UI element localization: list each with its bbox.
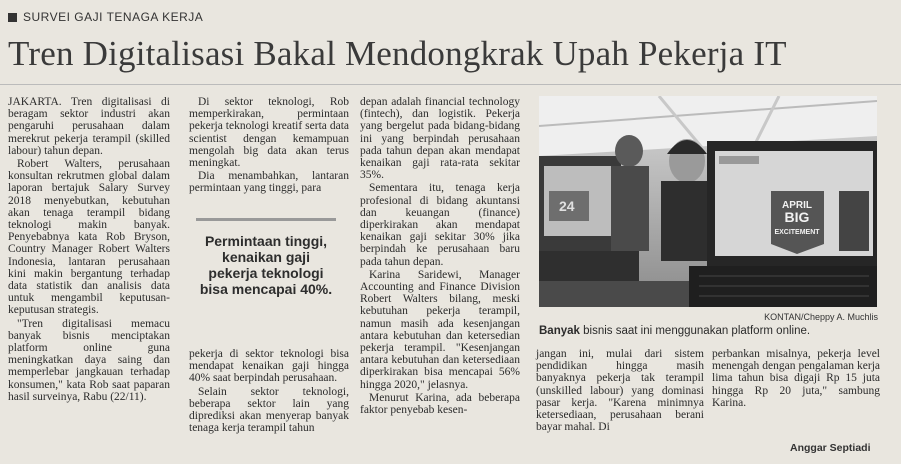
paragraph: jangan ini, mulai dari sistem pendidikan hingga masih banyaknya pekerja tak terampil (unskilled labour) yang dominasi pasar kerja. "Karena minimnya ketersediaan, perusahaan berani bayar mahal. Di	[536, 348, 704, 434]
paragraph: depan adalah financial technology (fintech), dan logistik. Pekerja yang bergelut pada bidang-bidang ini yang berpindah perusahaan pada tahun depan akan mendapat kenaikan gaji rata-rata sekitar 35%.	[360, 96, 520, 182]
section-kicker	[8, 10, 203, 24]
paragraph: Sementara itu, tenaga kerja profesional di bidang akuntansi dan keuangan (finance) diperkirakan akan mendapat kenaikan gaji sekitar 30% jika berpindah ke perusahaan baru pada tahun depan.	[360, 182, 520, 268]
byline: Anggar Septiadi	[790, 442, 871, 454]
paragraph: "Tren digitalisasi memacu banyak bisnis menciptakan platform online guna meningkatkan daya saing dan memperlebar jangkauan terhadap konsumen," kata Rob saat paparan hasil surveinya, Rabu (22/11).	[8, 317, 170, 403]
column-2-top	[189, 96, 349, 196]
news-photo	[539, 96, 877, 307]
pull-quote: Permintaan tinggi, kenaikan gaji pekerja teknologi bisa mencapai 40%.	[196, 218, 336, 297]
svg-text:BIG: BIG	[784, 209, 810, 225]
screen-small-text: 24	[559, 198, 575, 214]
column-3	[360, 96, 520, 417]
column-5	[712, 348, 880, 410]
paragraph: Di sektor teknologi, Rob memperkirakan, permintaan pekerja teknologi kreatif serta data scientist dengan kemampuan mengolah big data akan terus meningkat.	[189, 96, 349, 170]
paragraph: Robert Walters, perusahaan konsultan rekrutmen global dalam laporan bertajuk Salary Survey 2018 menyebutkan, kebutuhan akan tenaga terampil bidang teknologi makin banyak. Penyebabnya kata Rob Bryson, Country Manager Robert Walters Indonesia, lantaran perusahaan kini makin bergantung terhadap data statistik dan analisis data untuk mengambil keputusan-keputusan strategis.	[8, 158, 170, 317]
svg-text:EXCITEMENT: EXCITEMENT	[774, 229, 820, 236]
column-1	[8, 96, 170, 404]
column-4	[536, 348, 704, 434]
paragraph: Dia menambahkan, lantaran permintaan yang tinggi, para	[189, 170, 349, 195]
paragraph: Selain sektor teknologi, beberapa sektor lain yang diprediksi akan menyerap banyak tenaga kerja terampil tahun	[189, 385, 349, 435]
column-2-bottom	[189, 348, 349, 435]
paragraph: perbankan misalnya, pekerja level menengah dengan pengalaman kerja lima tahun bisa digaji Rp 15 juta hingga Rp 20 juta," sambung Karina.	[712, 348, 880, 409]
caption-bold: Banyak	[539, 325, 580, 337]
headline-rule	[0, 84, 901, 85]
photo-credit: KONTAN/Cheppy A. Muchlis	[764, 312, 878, 322]
kicker-square-icon	[8, 13, 17, 22]
caption-text: bisnis saat ini menggunakan platform online.	[579, 325, 811, 337]
svg-text:APRIL: APRIL	[782, 200, 812, 211]
headline: Tren Digitalisasi Bakal Mendongkrak Upah Pekerja IT	[8, 34, 787, 73]
paragraph: pekerja di sektor teknologi bisa mendapat kenaikan gaji hingga 40% saat berpindah perusahaan.	[189, 348, 349, 385]
photo-illustration	[539, 96, 877, 307]
section-label: SURVEI GAJI TENAGA KERJA	[23, 10, 204, 24]
photo-caption	[539, 325, 879, 337]
paragraph: JAKARTA. Tren digitalisasi di beragam sektor industri akan pengaruhi perusahaan dalam merekrut pekerja terampil (skilled labour) tahun depan.	[8, 96, 170, 157]
paragraph: Karina Saridewi, Manager Accounting and Finance Division Robert Walters bilang, meski kebutuhan pekerja terampil, namun masih ada kesenjangan antara kebutuhan dan ketersedian pekerja terampil. "Kesenjangan antara kebutuhan dan ketersediaan diperkirakan bisa mencapai 56% hingga 2020," jelasnya.	[360, 268, 520, 391]
paragraph: Menurut Karina, ada beberapa faktor penyebab kesen-	[360, 391, 520, 417]
